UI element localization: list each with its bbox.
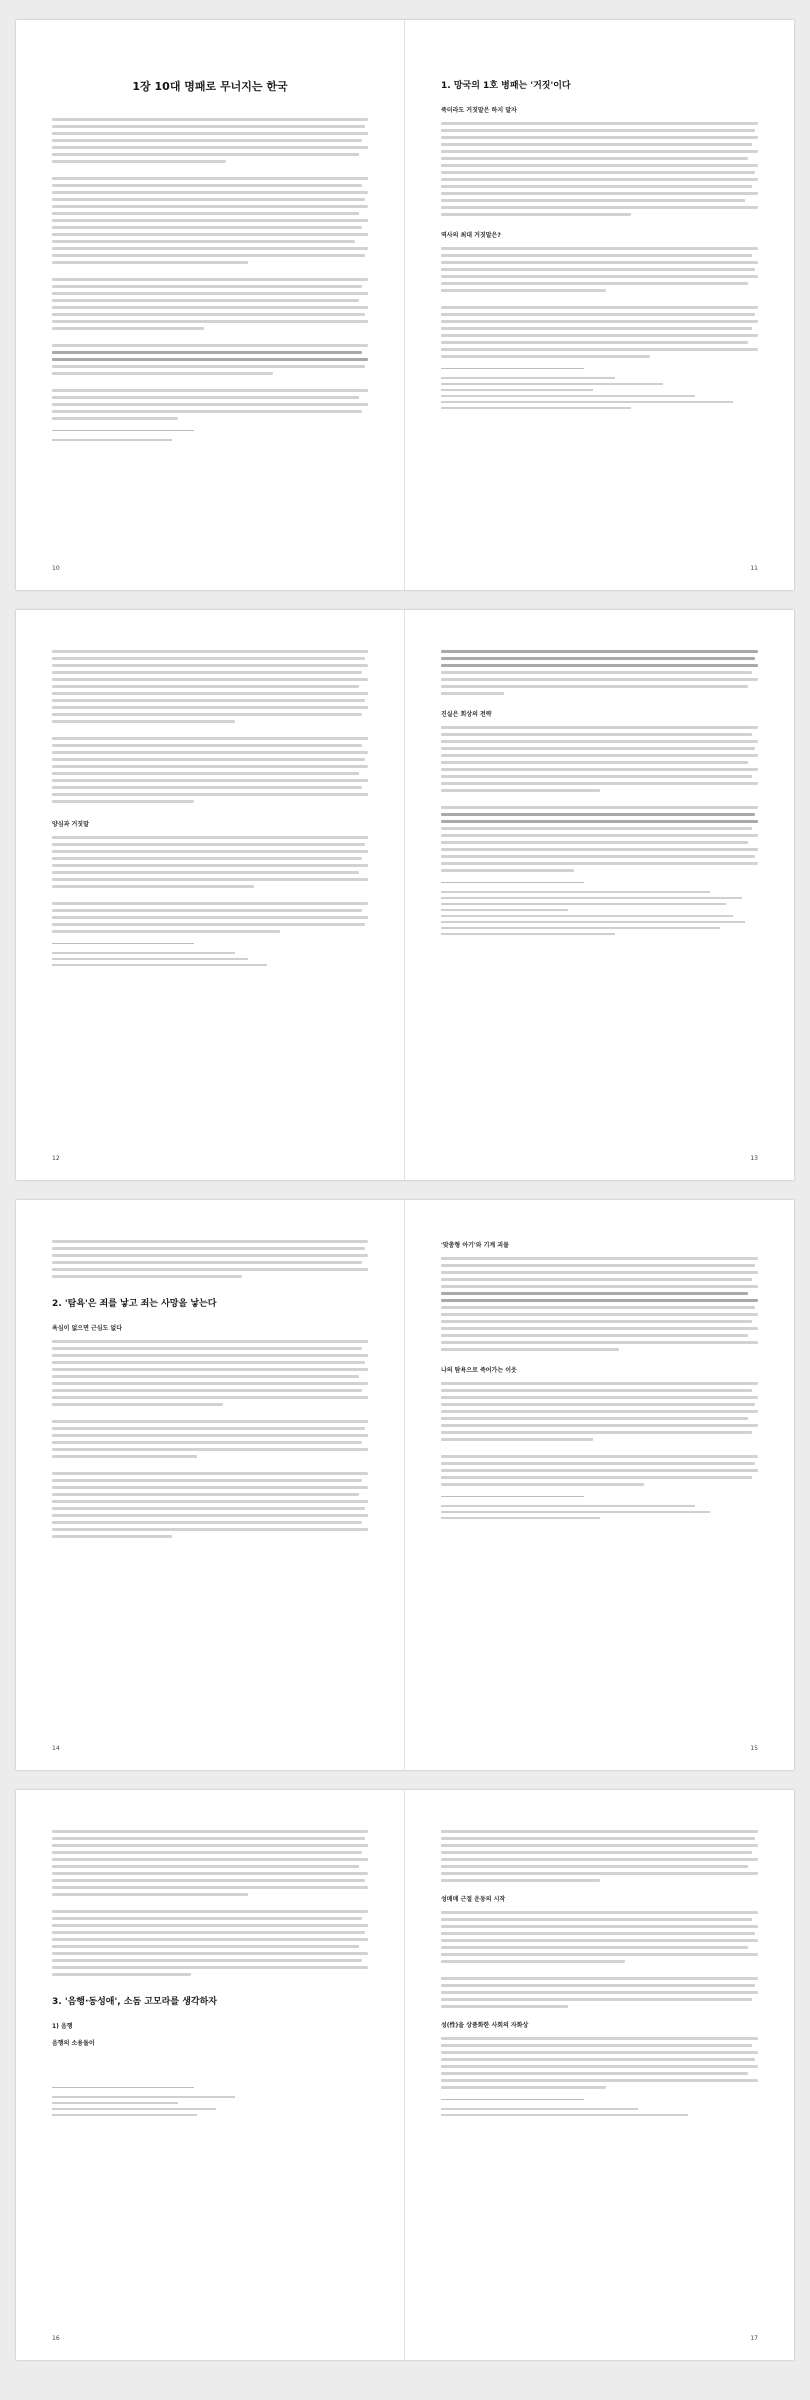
page-number: 17 (750, 2335, 758, 2342)
page-number: 12 (52, 1155, 60, 1162)
body-text (52, 650, 368, 803)
page-number: 13 (750, 1155, 758, 1162)
body-text (441, 247, 758, 358)
page-number: 15 (750, 1745, 758, 1752)
subheading: 음행의 소용돌이 (52, 2040, 95, 2047)
page-16 (16, 1790, 405, 2360)
spread-pages-12-13 (16, 610, 794, 1180)
subheading: 죽더라도 거짓말은 하지 말자 (441, 107, 517, 114)
subheading: '맞춤형 아기'와 기계 괴물 (441, 1242, 509, 1249)
subheading: 나의 탐욕으로 죽어가는 이웃 (441, 1367, 517, 1374)
subheading: 성(性)을 상품화한 사회의 자화상 (441, 2022, 529, 2029)
page-17 (405, 1790, 794, 2360)
body-text (52, 1340, 368, 1538)
footnote-divider (441, 882, 584, 883)
subheading: 진실은 회상의 전략 (441, 711, 492, 718)
page-number: 14 (52, 1745, 60, 1752)
section-title: 1. 망국의 1호 병패는 '거짓'이다 (441, 81, 571, 91)
footnotes (441, 1505, 758, 1519)
body-text (52, 1240, 368, 1278)
footnotes (441, 891, 758, 935)
body-text (52, 118, 368, 420)
page-number: 11 (750, 565, 758, 572)
footnotes (52, 952, 368, 966)
footnote-divider (52, 943, 194, 944)
subheading: 역사의 최대 거짓말은? (441, 232, 501, 239)
spread-pages-10-11 (16, 20, 794, 590)
footnotes (441, 377, 758, 409)
page-number: 10 (52, 565, 60, 572)
section-title: 3. '음행·동성애', 소돔 고모라를 생각하자 (52, 1997, 217, 2007)
section-title: 2. '탐욕'은 죄를 낳고 죄는 사망을 낳는다 (52, 1299, 217, 1309)
spread-pages-14-15 (16, 1200, 794, 1770)
body-text (441, 726, 758, 872)
subheading: 1) 음행 (52, 2023, 73, 2030)
footnote-divider (52, 2087, 194, 2088)
footnote-divider (441, 368, 584, 369)
page-14 (16, 1200, 405, 1770)
page-10 (16, 20, 405, 590)
footnotes (441, 2108, 758, 2116)
body-text (52, 836, 368, 933)
body-text (441, 650, 758, 695)
page-12 (16, 610, 405, 1180)
chapter-title: 1장 10대 명패로 무너지는 한국 (132, 80, 288, 93)
footnote-divider (441, 1496, 584, 1497)
body-text (441, 122, 758, 216)
body-text (441, 1382, 758, 1486)
subheading: 성매매 근절 운동의 시작 (441, 1896, 506, 1903)
spread-pages-16-17 (16, 1790, 794, 2360)
body-text (52, 1830, 368, 1976)
footnote-divider (52, 430, 194, 431)
subheading: 욕심이 없으면 근심도 없다 (52, 1325, 123, 1332)
page-11 (405, 20, 794, 590)
body-text (441, 2037, 758, 2089)
footnote (52, 439, 172, 441)
page-number: 16 (52, 2335, 60, 2342)
body-text (441, 1257, 758, 1351)
subheading: 양심과 거짓말 (52, 821, 89, 828)
footnotes (52, 2096, 368, 2116)
footnote-divider (441, 2099, 584, 2100)
body-text (441, 1911, 758, 2008)
page-15 (405, 1200, 794, 1770)
body-text (441, 1830, 758, 1882)
page-13 (405, 610, 794, 1180)
